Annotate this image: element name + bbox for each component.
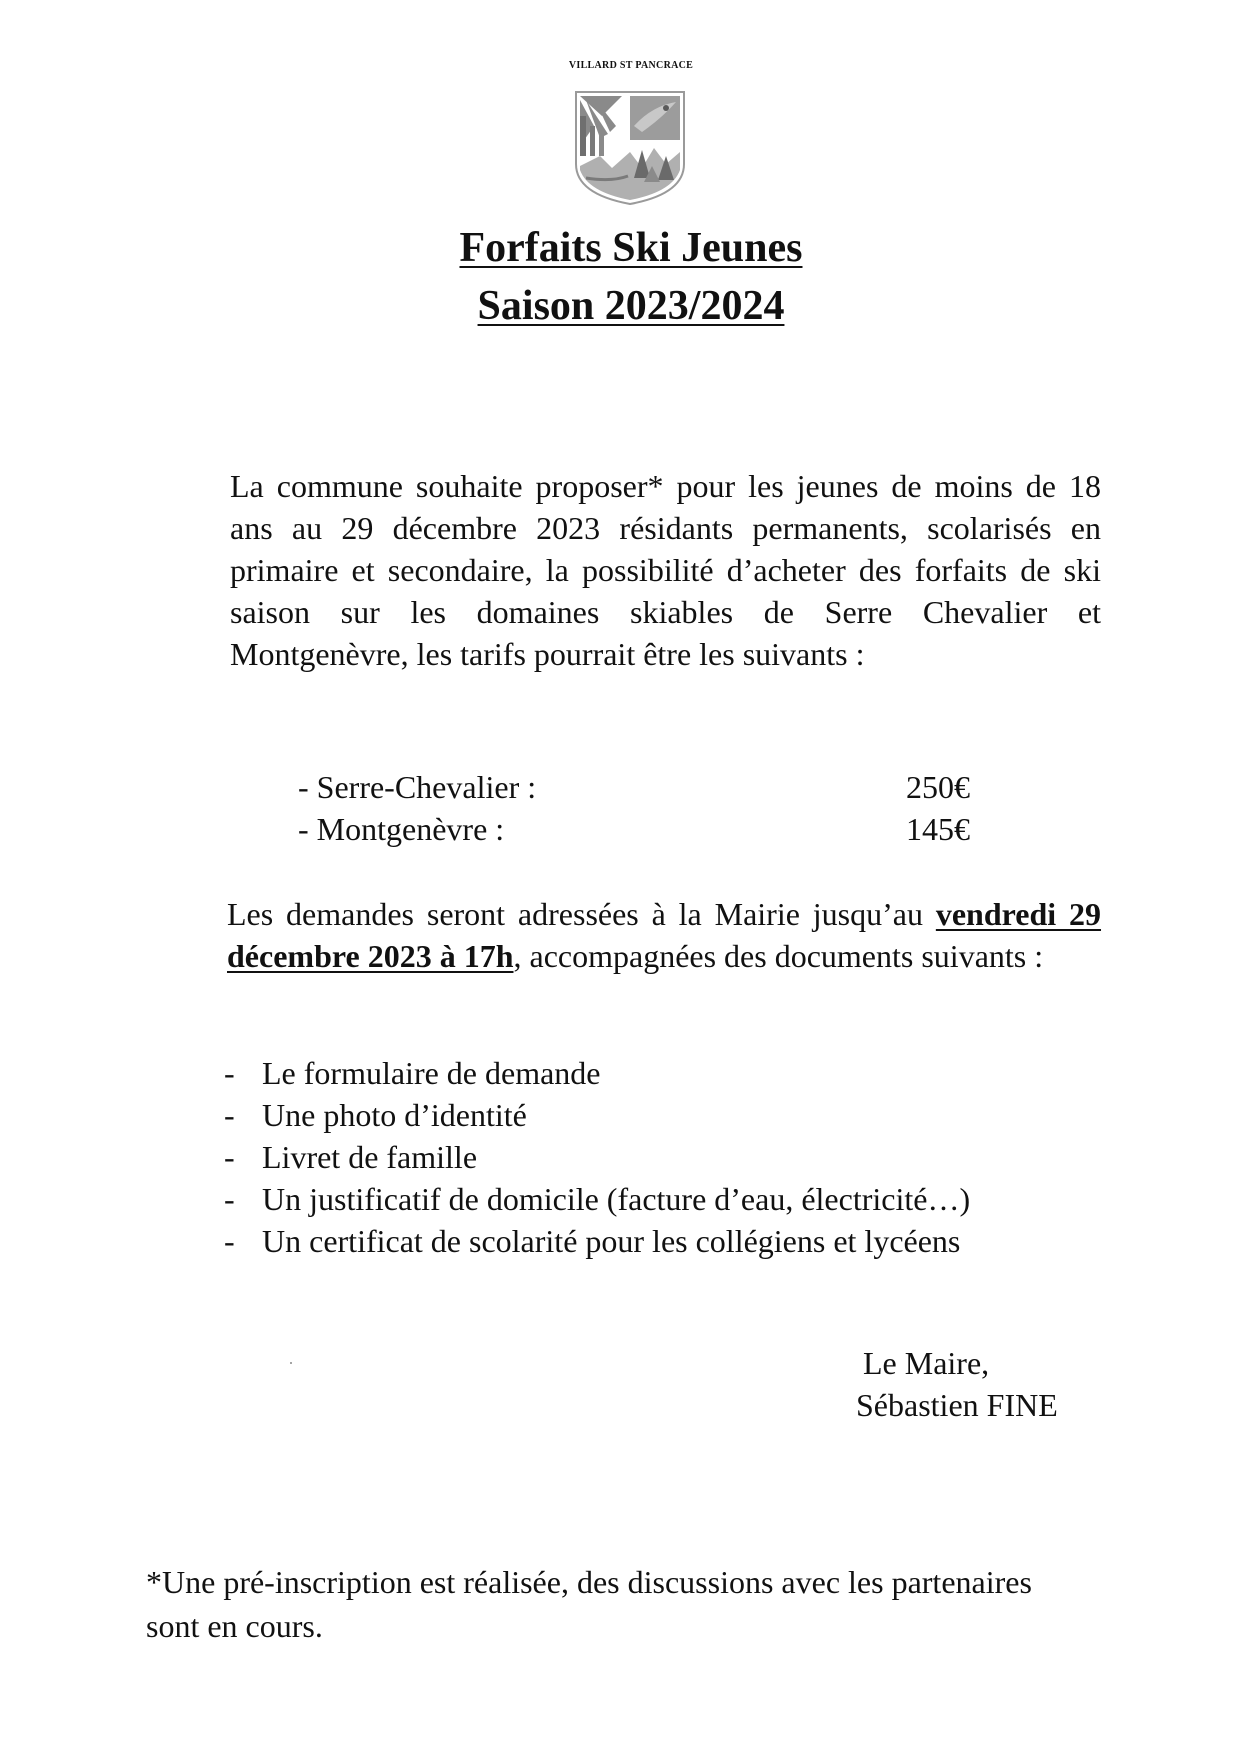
requests-text-before: Les demandes seront adressées à la Mairie jusqu’au: [227, 896, 936, 932]
list-item: [224, 1052, 970, 1094]
list-item-text: Un certificat de scolarité pour les collégiens et lycéens: [262, 1223, 961, 1259]
signatory-name: Sébastien FINE: [856, 1387, 1058, 1423]
deadline-date: vendredi 29 décembre 2023 à 17h: [227, 896, 1102, 974]
document-title: Forfaits Ski Jeunes: [459, 225, 803, 271]
list-item-text: Une photo d’identité: [262, 1097, 527, 1133]
list-item: [224, 1178, 970, 1220]
bullet-dash: -: [224, 1223, 235, 1259]
list-item-text: Livret de famille: [262, 1139, 478, 1175]
intro-paragraph: La commune souhaite proposer* pour les jeunes de moins de 18 ans au 29 décembre 2023 résidants permanents, scolarisés en primaire et secondaire, la possibilité d’acheter des forfaits de ski saison sur les domaines skiables de Serre Chevalier et Montgenèvre, les tarifs pourrait être les suivants :: [230, 468, 1101, 672]
requests-paragraph: [227, 893, 1101, 977]
bullet-dash: -: [224, 1055, 235, 1091]
list-item: [224, 1220, 970, 1262]
requests-text-after: , accompagnées des documents suivants :: [513, 938, 1044, 974]
list-item: [224, 1136, 970, 1178]
list-item-text: Un justificatif de domicile (facture d’eau, électricité…): [262, 1181, 971, 1217]
commune-name: VILLARD ST PANCRACE: [568, 60, 694, 71]
price-label: - Serre-Chevalier :: [298, 769, 537, 805]
signature-block: [856, 1342, 1058, 1426]
footnote: *Une pré-inscription est réalisée, des discussions avec les partenaires sont en cours.: [146, 1564, 1032, 1644]
bullet-dash: -: [224, 1097, 235, 1133]
price-row: [298, 808, 970, 850]
document-subtitle: Saison 2023/2024: [477, 283, 785, 329]
signatory-title: Le Maire,: [863, 1345, 990, 1381]
required-documents-list: [224, 1052, 970, 1262]
list-item-text: Le formulaire de demande: [262, 1055, 601, 1091]
coat-of-arms-icon: [572, 86, 688, 208]
price-value: 250€: [906, 769, 970, 805]
bullet-dash: -: [224, 1139, 235, 1175]
list-item: [224, 1094, 970, 1136]
price-row: [298, 766, 970, 808]
price-value: 145€: [906, 811, 970, 847]
price-label: - Montgenèvre :: [298, 811, 505, 847]
scan-speck: [290, 1362, 292, 1364]
bullet-dash: -: [224, 1181, 235, 1217]
